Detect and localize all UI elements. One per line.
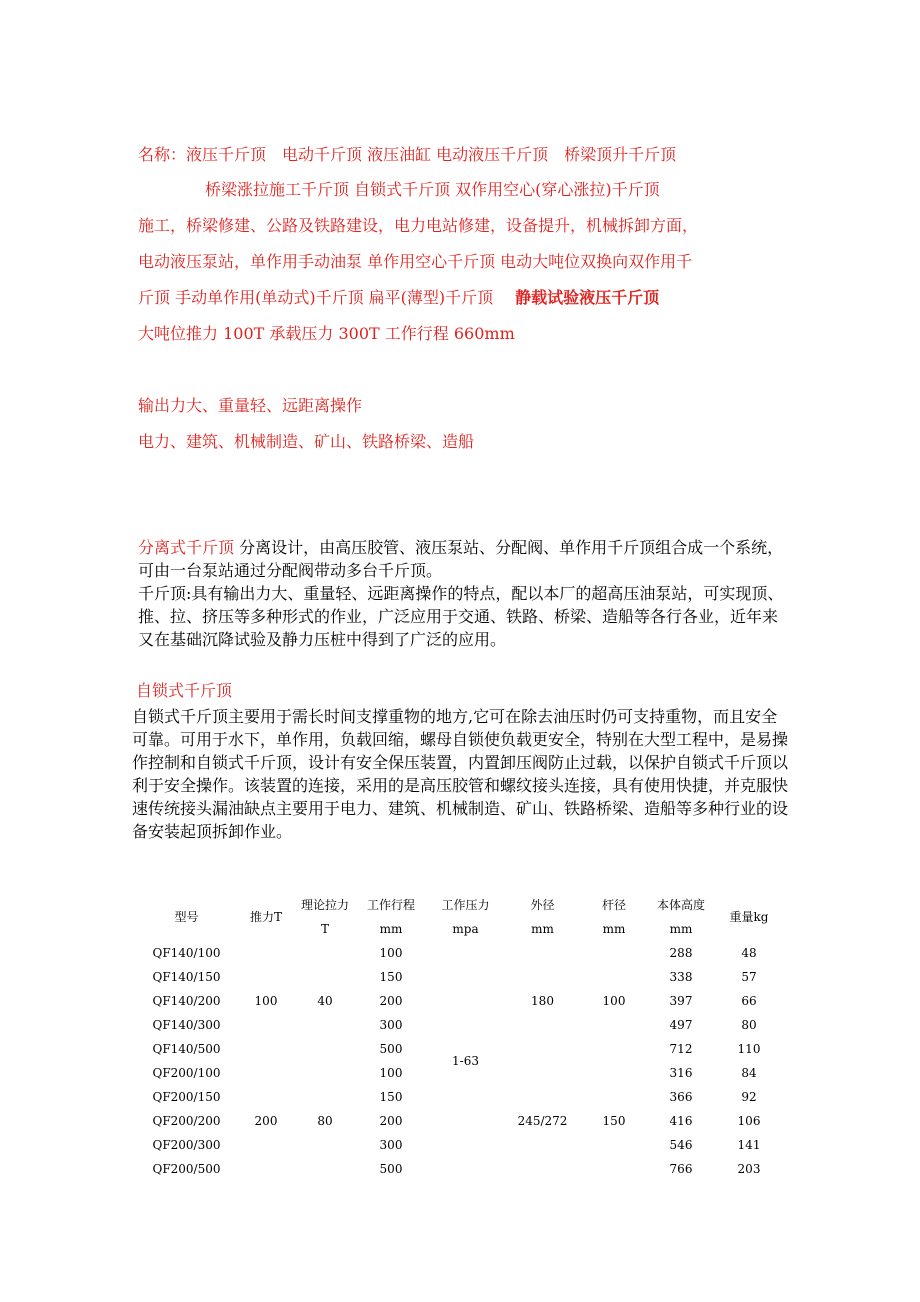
weight-cell: 141 <box>737 1138 761 1152</box>
stroke-cell: 200 <box>379 1114 403 1128</box>
names-line-1: 名称：液压千斤顶 电动千斤顶 液压油缸 电动液压千斤顶 桥梁顶升千斤顶 <box>138 145 677 164</box>
specs-line: 大吨位推力 100T 承载压力 300T 工作行程 660mm <box>138 324 515 343</box>
body-height-cell: 766 <box>669 1162 693 1176</box>
weight-cell: 84 <box>741 1066 757 1080</box>
model-cell: QF200/100 <box>152 1066 221 1080</box>
header-pull: 理论拉力 T <box>300 898 349 936</box>
header-stroke: 工作行程 mm <box>366 898 415 936</box>
pull-cell: 40 <box>317 994 333 1008</box>
features-line: 输出力大、重量轻、远距离操作 <box>138 396 363 415</box>
weight-cell: 66 <box>741 994 757 1008</box>
outer-diameter-cell: 245/272 <box>517 1114 568 1128</box>
header-rod-diameter: 杆径 mm <box>601 898 626 936</box>
usage-line: 施工，桥梁修建、公路及铁路建设，电力电站修建，设备提升，机械拆卸方面， <box>138 216 699 235</box>
rod-diameter-cell: 150 <box>602 1114 626 1128</box>
weight-cell: 92 <box>741 1090 757 1104</box>
model-cell: QF200/200 <box>152 1114 221 1128</box>
header-outer-diameter: 外径 mm <box>530 898 555 936</box>
model-cell: QF200/150 <box>152 1090 221 1104</box>
weight-cell: 106 <box>737 1114 761 1128</box>
pressure-cell: 1-63 <box>452 1054 479 1068</box>
industries-line: 电力、建筑、机械制造、矿山、铁路桥梁、造船 <box>138 432 475 451</box>
thrust-cell: 200 <box>254 1114 278 1128</box>
model-cell: QF200/300 <box>152 1138 221 1152</box>
separate-jack-paragraph <box>138 536 788 582</box>
separate-jack-text: 分离设计，由高压胶管、液压泵站、分配阀、单作用千斤顶组合成一个系统，可由一台泵站通过分配阀带动多台千斤顶。 <box>138 538 784 580</box>
weight-cell: 203 <box>737 1162 761 1176</box>
body-height-cell: 366 <box>669 1090 693 1104</box>
products-line-1: 电动液压泵站，单作用手动油泵 单作用空心千斤顶 电动大吨位双换向双作用千 <box>138 252 693 271</box>
model-cell: QF140/150 <box>152 970 221 984</box>
body-height-cell: 416 <box>669 1114 693 1128</box>
model-cell: QF200/500 <box>152 1162 221 1176</box>
body-height-cell: 288 <box>669 946 693 960</box>
body-height-cell: 316 <box>669 1066 693 1080</box>
rod-diameter-cell: 100 <box>602 994 626 1008</box>
model-cell: QF140/200 <box>152 994 221 1008</box>
spec-table <box>135 893 784 1181</box>
stroke-cell: 100 <box>379 946 403 960</box>
header-thrust: 推力T <box>249 910 282 924</box>
weight-cell: 57 <box>741 970 757 984</box>
body-height-cell: 546 <box>669 1138 693 1152</box>
header-body-height: 本体高度 mm <box>656 898 705 936</box>
jack-features-paragraph: 千斤顶:具有输出力大、重量轻、远距离操作的特点，配以本厂的超高压油泵站，可实现顶、推、拉、挤压等多种形式的作业，广泛应用于交通、铁路、桥梁、造船等各行各业，近年来又在基础沉降试验及静力压桩中得到了广泛的应用。 <box>138 584 784 649</box>
thrust-cell: 100 <box>254 994 278 1008</box>
model-cell: QF140/100 <box>152 946 221 960</box>
stroke-cell: 150 <box>379 970 403 984</box>
stroke-cell: 500 <box>379 1162 403 1176</box>
products-line-2-text: 斤顶 手动单作用(单动式)千斤顶 扁平(薄型)千斤顶 <box>138 288 494 307</box>
weight-cell: 110 <box>737 1042 761 1056</box>
body-height-cell: 497 <box>669 1018 693 1032</box>
body-height-cell: 338 <box>669 970 693 984</box>
outer-diameter-cell: 180 <box>531 994 554 1008</box>
table-header-row <box>135 893 784 941</box>
static-load-jack-title: 静载试验液压千斤顶 <box>515 288 660 307</box>
header-pressure: 工作压力 mpa <box>441 898 490 936</box>
header-weight: 重量kg <box>729 910 769 924</box>
selflock-jack-title: 自锁式千斤顶 <box>136 681 233 700</box>
names-line-2: 桥梁涨拉施工千斤顶 自锁式千斤顶 双作用空心(穿心涨拉)千斤顶 <box>205 180 660 199</box>
stroke-cell: 150 <box>379 1090 403 1104</box>
body-height-cell: 397 <box>669 994 693 1008</box>
weight-cell: 48 <box>741 946 757 960</box>
model-cell: QF140/300 <box>152 1018 221 1032</box>
products-line-2 <box>138 288 659 308</box>
stroke-cell: 200 <box>379 994 403 1008</box>
header-model: 型号 <box>174 910 199 924</box>
separate-jack-title: 分离式千斤顶 <box>138 538 235 557</box>
table-row <box>135 941 784 965</box>
stroke-cell: 500 <box>379 1042 403 1056</box>
weight-cell: 80 <box>741 1018 757 1032</box>
body-height-cell: 712 <box>669 1042 693 1056</box>
model-cell: QF140/500 <box>152 1042 221 1056</box>
stroke-cell: 300 <box>379 1138 403 1152</box>
stroke-cell: 100 <box>379 1066 403 1080</box>
stroke-cell: 300 <box>379 1018 403 1032</box>
selflock-jack-paragraph: 自锁式千斤顶主要用于需长时间支撑重物的地方,它可在除去油压时仍可支持重物，而且安全可靠。可用于水下，单作用，负载回缩，螺母自锁使负载更安全，特别在大型工程中，是易操作控制和自锁式千斤顶，设计有安全保压装置，内置卸压阀防止过载，以保护自锁式千斤顶以利于安全操作。该装置的连接，采用的是高压胶管和螺纹接头连接，具有使用快捷，并克服快速传统接头漏油缺点主要用于电力、建筑、机械制造、矿山、铁路桥梁、造船等多种行业的设备安装起顶拆卸作业。 <box>132 707 789 841</box>
separate-jack-section <box>138 536 788 651</box>
pull-cell: 80 <box>317 1114 333 1128</box>
